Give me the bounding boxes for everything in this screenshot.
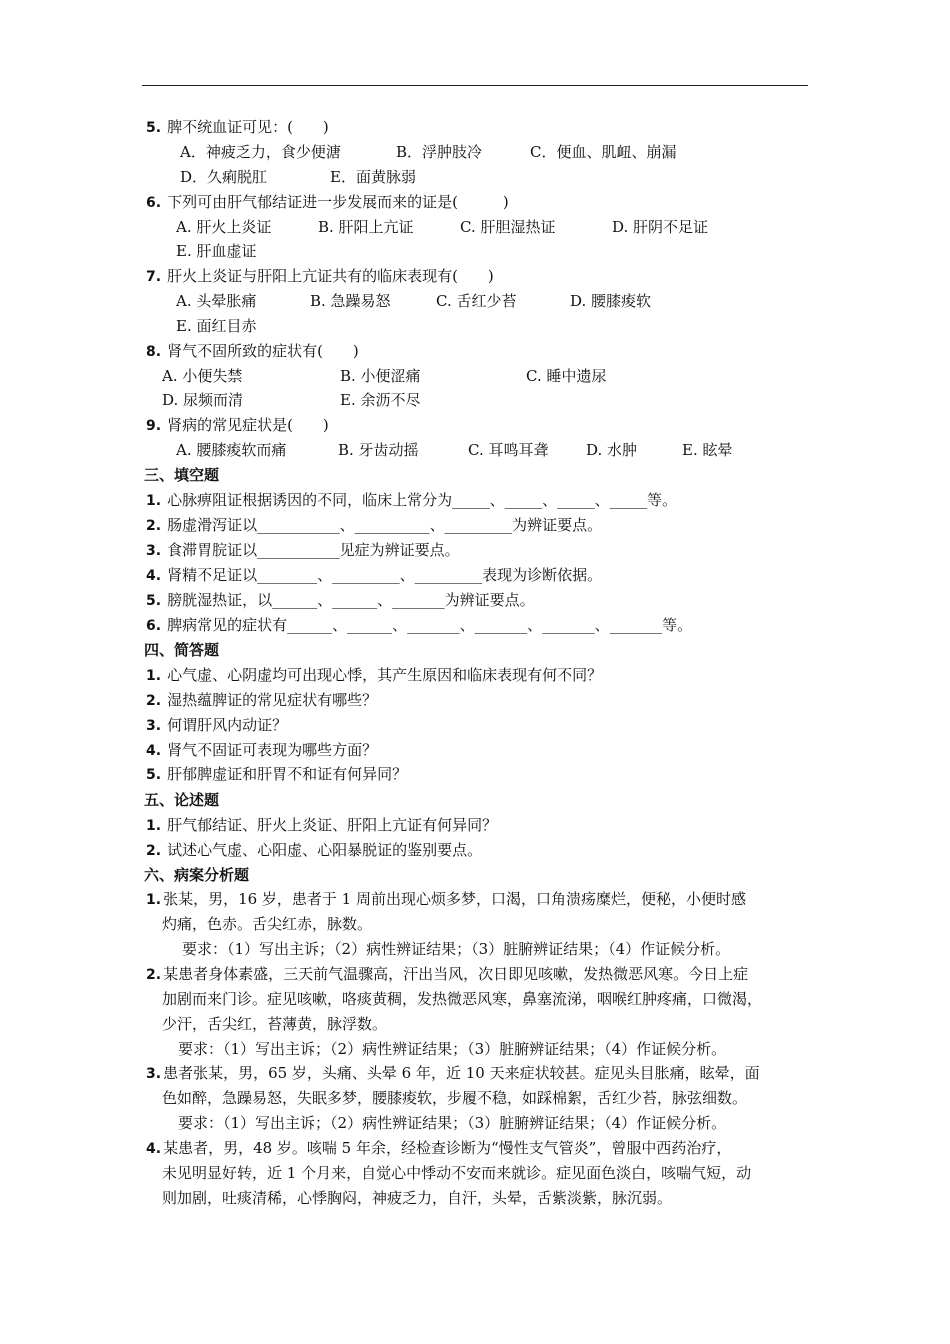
question-stem: 下列可由肝气郁结证进一步发展而来的证是( ) bbox=[167, 193, 509, 211]
question-stem: 肾病的常见症状是( ) bbox=[167, 416, 329, 434]
question-5 bbox=[146, 116, 329, 139]
option: C. 耳鸣耳聋 bbox=[468, 441, 549, 459]
question-number: 7. bbox=[146, 269, 162, 285]
option: E. 眩晕 bbox=[682, 441, 733, 459]
option: A. 腰膝痠软而痛 bbox=[176, 441, 287, 459]
option: A. 小便失禁 bbox=[162, 367, 243, 385]
case-requirement: 要求：（1）写出主诉；（2）病性辨证结果；（3）脏腑辨证结果；（4）作证候分析。 bbox=[178, 1040, 727, 1058]
section-heading: 五、论述题 bbox=[144, 791, 220, 809]
case-line: 2. 某患者身体素盛，三天前气温骤高，汗出当风，次日即见咳嗽，发热微恶风寒。今日上症 bbox=[146, 965, 749, 983]
case-requirement: 要求：（1）写出主诉；（2）病性辨证结果；（3）脏腑辨证结果；（4）作证候分析。 bbox=[178, 1114, 727, 1132]
option: D. 尿频而清 bbox=[162, 391, 244, 409]
case-requirement: 要求：（1）写出主诉；（2）病性辨证结果；（3）脏腑辨证结果；（4）作证候分析。 bbox=[182, 940, 731, 958]
case-line: 则加剧，吐痰清稀，心悸胸闷，神疲乏力，自汗，头晕，舌紫淡紫，脉沉弱。 bbox=[162, 1189, 673, 1207]
short-answer-item: 2. 湿热蕴脾证的常见症状有哪些？ bbox=[146, 691, 378, 709]
section-heading: 三、填空题 bbox=[144, 466, 220, 484]
option: D. 水肿 bbox=[586, 441, 638, 459]
question-stem: 肾气不固所致的症状有( ) bbox=[167, 342, 359, 360]
case-line: 4. 某患者，男，48 岁。咳喘 5 年余，经检查诊断为“慢性支气管炎”，曾服中西药治疗， bbox=[146, 1139, 732, 1157]
option: D. 肝阴不足证 bbox=[612, 218, 709, 236]
option: B. 小便涩痛 bbox=[340, 367, 421, 385]
option: A．神疲乏力，食少便溏 bbox=[180, 143, 341, 161]
question-number: 8. bbox=[146, 344, 162, 360]
fill-item: 1. 心脉痹阻证根据诱因的不同，临床上常分为_____、_____、_____、_____等。 bbox=[146, 491, 678, 509]
question-7 bbox=[146, 265, 494, 288]
options-row bbox=[176, 216, 876, 238]
option: B. 肝阳上亢证 bbox=[318, 218, 414, 236]
question-8 bbox=[146, 340, 359, 363]
option: B. 急躁易怒 bbox=[310, 292, 391, 310]
case-line: 少汗，舌尖红，苔薄黄，脉浮数。 bbox=[162, 1015, 388, 1033]
question-9 bbox=[146, 414, 329, 437]
case-line: 3. 患者张某，男，65 岁，头痛、头晕 6 年，近 10 天来症状较甚。症见头目胀痛，眩晕，面 bbox=[146, 1064, 760, 1082]
options-row bbox=[162, 389, 862, 411]
section-heading: 六、病案分析题 bbox=[144, 866, 250, 884]
fill-item: 2. 肠虚滑泻证以___________、__________、_________为辨证要点。 bbox=[146, 516, 603, 534]
option: B．浮肿肢冷 bbox=[396, 143, 483, 161]
question-stem: 肝火上炎证与肝阳上亢证共有的临床表现有( ) bbox=[167, 267, 494, 285]
options-row bbox=[176, 439, 876, 461]
essay-item: 2. 试述心气虚、心阳虚、心阳暴脱证的鉴别要点。 bbox=[146, 841, 483, 859]
question-number: 5. bbox=[146, 120, 162, 136]
option: A. 肝火上炎证 bbox=[176, 218, 272, 236]
fill-item: 4. 肾精不足证以________、_________、_________表现为诊断依据。 bbox=[146, 566, 603, 584]
options-row bbox=[176, 290, 876, 312]
option: D. 腰膝痠软 bbox=[570, 292, 652, 310]
options-row bbox=[162, 365, 862, 387]
option: B. 牙齿动摇 bbox=[338, 441, 419, 459]
short-answer-item: 5. 肝郁脾虚证和肝胃不和证有何异同？ bbox=[146, 765, 408, 783]
question-number: 9. bbox=[146, 418, 162, 434]
options-row bbox=[180, 141, 880, 163]
option: C．便血、肌衄、崩漏 bbox=[530, 143, 677, 161]
option: E．面黄脉弱 bbox=[330, 168, 416, 186]
fill-item: 5. 膀胱湿热证，以______、______、_______为辨证要点。 bbox=[146, 591, 535, 609]
short-answer-item: 1. 心气虚、心阴虚均可出现心悸，其产生原因和临床表现有何不同？ bbox=[146, 666, 603, 684]
case-line: 加剧而来门诊。症见咳嗽，咯痰黄稠，发热微恶风寒，鼻塞流涕，咽喉红肿疼痛，口微渴， bbox=[162, 990, 763, 1008]
header-rule bbox=[142, 85, 808, 86]
short-answer-item: 3. 何谓肝风内动证？ bbox=[146, 716, 288, 734]
option: A. 头晕胀痛 bbox=[176, 292, 257, 310]
options-row bbox=[180, 166, 880, 188]
question-6 bbox=[146, 191, 509, 214]
option: C. 舌红少苔 bbox=[436, 292, 517, 310]
case-line: 1. 张某，男，16 岁，患者于 1 周前出现心烦多梦，口渴，口角溃疡糜烂，便秘，小便时感 bbox=[146, 890, 747, 908]
options-row bbox=[176, 315, 876, 337]
option: E. 余沥不尽 bbox=[340, 391, 421, 409]
short-answer-item: 4. 肾气不固证可表现为哪些方面？ bbox=[146, 741, 378, 759]
section-heading: 四、简答题 bbox=[144, 641, 220, 659]
fill-item: 6. 脾病常见的症状有______、______、_______、_______、_______、_______等。 bbox=[146, 616, 693, 634]
option: D．久痢脱肛 bbox=[180, 168, 268, 186]
question-number: 6. bbox=[146, 195, 162, 211]
case-line: 未见明显好转，近 1 个月来，自觉心中悸动不安而来就诊。症见面色淡白，咳喘气短，动 bbox=[162, 1164, 752, 1182]
option: C. 肝胆湿热证 bbox=[460, 218, 556, 236]
option: E. 肝血虚证 bbox=[176, 242, 257, 260]
fill-item: 3. 食滞胃脘证以___________见症为辨证要点。 bbox=[146, 541, 460, 559]
option: C. 睡中遗尿 bbox=[526, 367, 607, 385]
case-line: 色如醉，急躁易怒，失眠多梦，腰膝痠软，步履不稳，如踩棉絮，舌红少苔，脉弦细数。 bbox=[162, 1089, 748, 1107]
option: E. 面红目赤 bbox=[176, 317, 257, 335]
question-stem: 脾不统血证可见：( ) bbox=[167, 118, 329, 136]
essay-item: 1. 肝气郁结证、肝火上炎证、肝阳上亢证有何异同？ bbox=[146, 816, 498, 834]
options-row bbox=[176, 240, 876, 262]
case-line: 灼痛，色赤。舌尖红赤，脉数。 bbox=[162, 915, 373, 933]
